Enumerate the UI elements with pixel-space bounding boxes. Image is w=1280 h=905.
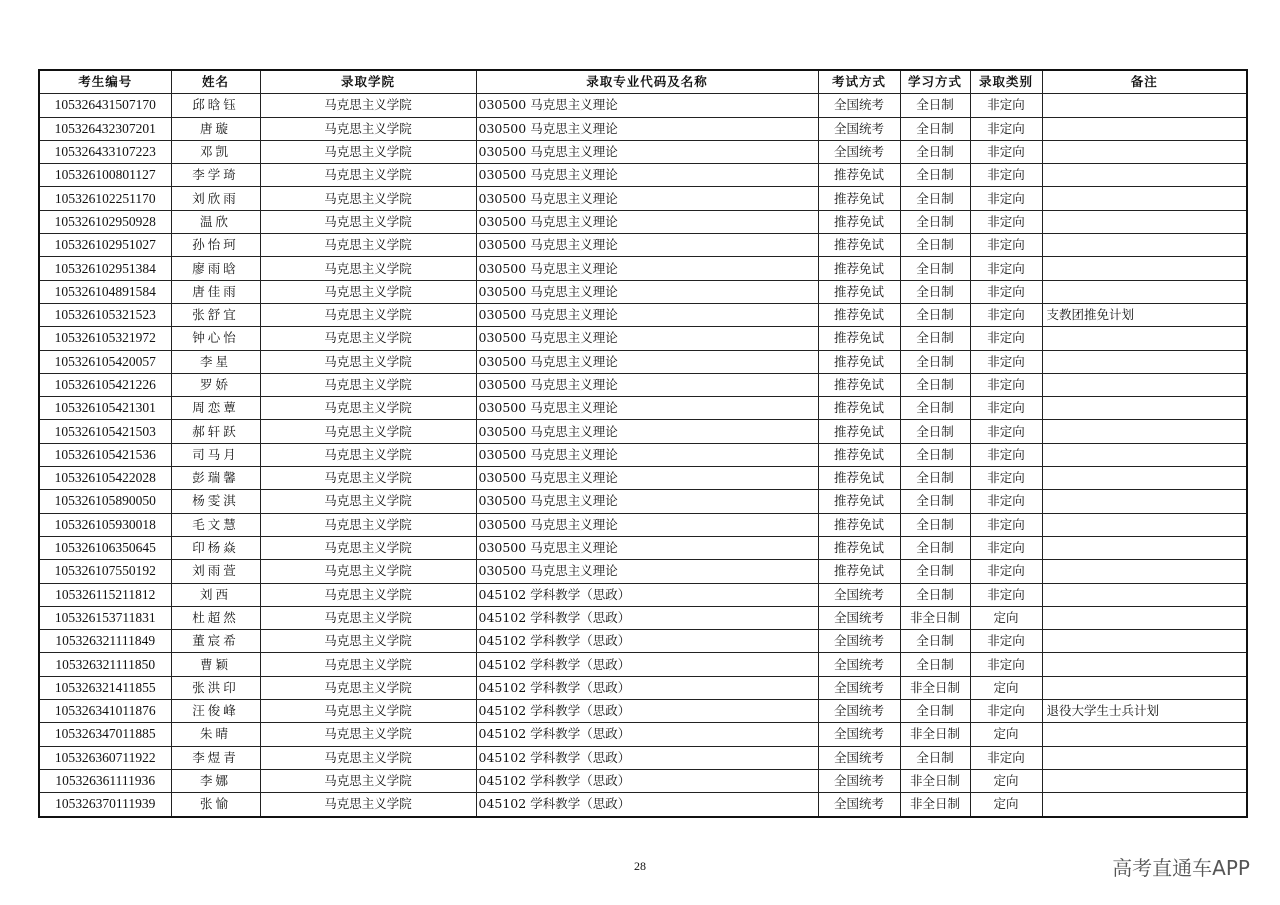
cell-major: 045102 学科教学（思政） [476,630,818,653]
cell-student-id: 105326105321972 [39,327,171,350]
cell-name: 刘雨萱 [171,560,260,583]
cell-student-id: 105326105421301 [39,397,171,420]
cell-college: 马克思主义学院 [260,560,476,583]
cell-exam-method: 全国统考 [818,117,900,140]
cell-name: 李学琦 [171,164,260,187]
cell-college: 马克思主义学院 [260,187,476,210]
cell-note [1042,583,1247,606]
cell-exam-method: 推荐免试 [818,350,900,373]
cell-exam-method: 推荐免试 [818,373,900,396]
cell-note [1042,513,1247,536]
table-row [39,467,1247,490]
cell-exam-method: 推荐免试 [818,280,900,303]
cell-student-id: 105326341011876 [39,700,171,723]
cell-study-mode: 全日制 [900,350,970,373]
cell-student-id: 105326432307201 [39,117,171,140]
cell-admission-type: 非定向 [970,187,1042,210]
cell-name: 李星 [171,350,260,373]
cell-admission-type: 非定向 [970,327,1042,350]
cell-note [1042,373,1247,396]
cell-study-mode: 全日制 [900,140,970,163]
cell-study-mode: 非全日制 [900,676,970,699]
cell-admission-type: 非定向 [970,746,1042,769]
cell-exam-method: 全国统考 [818,723,900,746]
cell-exam-method: 全国统考 [818,676,900,699]
cell-name: 张舒宜 [171,303,260,326]
table-row [39,746,1247,769]
cell-college: 马克思主义学院 [260,234,476,257]
cell-exam-method: 推荐免试 [818,187,900,210]
cell-note [1042,536,1247,559]
cell-study-mode: 非全日制 [900,793,970,817]
cell-name: 李煜青 [171,746,260,769]
cell-admission-type: 定向 [970,793,1042,817]
cell-admission-type: 非定向 [970,257,1042,280]
cell-name: 郝轩跃 [171,420,260,443]
cell-student-id: 105326431507170 [39,94,171,117]
cell-student-id: 105326102951027 [39,234,171,257]
cell-admission-type: 非定向 [970,117,1042,140]
cell-student-id: 105326104891584 [39,280,171,303]
table-row [39,793,1247,817]
cell-note: 退役大学生士兵计划 [1042,700,1247,723]
cell-study-mode: 全日制 [900,164,970,187]
header-study-mode: 学习方式 [900,70,970,94]
cell-major: 030500 马克思主义理论 [476,303,818,326]
cell-major: 030500 马克思主义理论 [476,140,818,163]
cell-study-mode: 全日制 [900,257,970,280]
cell-study-mode: 非全日制 [900,606,970,629]
cell-admission-type: 非定向 [970,653,1042,676]
cell-exam-method: 推荐免试 [818,210,900,233]
cell-student-id: 105326100801127 [39,164,171,187]
cell-study-mode: 全日制 [900,210,970,233]
cell-college: 马克思主义学院 [260,606,476,629]
cell-note [1042,234,1247,257]
cell-college: 马克思主义学院 [260,210,476,233]
cell-major: 030500 马克思主义理论 [476,94,818,117]
table-row [39,140,1247,163]
cell-name: 邓凯 [171,140,260,163]
cell-student-id: 105326105321523 [39,303,171,326]
cell-student-id: 105326102950928 [39,210,171,233]
cell-name: 张洪印 [171,676,260,699]
cell-name: 李娜 [171,769,260,792]
cell-exam-method: 全国统考 [818,793,900,817]
table-row [39,350,1247,373]
cell-exam-method: 推荐免试 [818,536,900,559]
cell-major: 045102 学科教学（思政） [476,606,818,629]
table-row [39,210,1247,233]
cell-note [1042,676,1247,699]
cell-exam-method: 推荐免试 [818,234,900,257]
cell-college: 马克思主义学院 [260,467,476,490]
cell-student-id: 105326105421226 [39,373,171,396]
cell-college: 马克思主义学院 [260,303,476,326]
cell-college: 马克思主义学院 [260,164,476,187]
cell-note [1042,280,1247,303]
cell-study-mode: 全日制 [900,653,970,676]
cell-name: 杨雯淇 [171,490,260,513]
cell-name: 杜超然 [171,606,260,629]
cell-study-mode: 全日制 [900,187,970,210]
table-row [39,187,1247,210]
cell-student-id: 105326105420057 [39,350,171,373]
cell-major: 045102 学科教学（思政） [476,583,818,606]
cell-note [1042,397,1247,420]
cell-major: 030500 马克思主义理论 [476,350,818,373]
cell-note [1042,257,1247,280]
page-number: 28 [634,859,646,873]
cell-student-id: 105326321411855 [39,676,171,699]
cell-note [1042,350,1247,373]
cell-note [1042,187,1247,210]
cell-student-id: 105326106350645 [39,536,171,559]
cell-note [1042,793,1247,817]
cell-major: 030500 马克思主义理论 [476,280,818,303]
cell-note [1042,490,1247,513]
cell-study-mode: 全日制 [900,94,970,117]
cell-major: 030500 马克思主义理论 [476,467,818,490]
table-row [39,303,1247,326]
watermark-text: 高考直通车APP [1112,856,1250,880]
cell-admission-type: 非定向 [970,583,1042,606]
cell-name: 彭瑞馨 [171,467,260,490]
table-row [39,94,1247,117]
cell-admission-type: 非定向 [970,443,1042,466]
cell-admission-type: 非定向 [970,373,1042,396]
cell-student-id: 105326105421503 [39,420,171,443]
cell-study-mode: 全日制 [900,397,970,420]
cell-name: 唐佳雨 [171,280,260,303]
cell-student-id: 105326347011885 [39,723,171,746]
cell-exam-method: 推荐免试 [818,490,900,513]
cell-exam-method: 全国统考 [818,94,900,117]
table-row [39,443,1247,466]
cell-note [1042,746,1247,769]
cell-major: 030500 马克思主义理论 [476,373,818,396]
cell-college: 马克思主义学院 [260,280,476,303]
cell-admission-type: 非定向 [970,467,1042,490]
cell-college: 马克思主义学院 [260,536,476,559]
cell-exam-method: 推荐免试 [818,303,900,326]
cell-note [1042,769,1247,792]
cell-admission-type: 非定向 [970,420,1042,443]
table-body [39,94,1247,817]
cell-college: 马克思主义学院 [260,653,476,676]
cell-note [1042,420,1247,443]
cell-name: 毛文慧 [171,513,260,536]
cell-college: 马克思主义学院 [260,793,476,817]
cell-exam-method: 推荐免试 [818,164,900,187]
cell-major: 045102 学科教学（思政） [476,676,818,699]
cell-name: 唐璇 [171,117,260,140]
cell-exam-method: 推荐免试 [818,443,900,466]
cell-exam-method: 推荐免试 [818,397,900,420]
cell-admission-type: 非定向 [970,630,1042,653]
cell-admission-type: 非定向 [970,280,1042,303]
cell-name: 周恋蕈 [171,397,260,420]
table-row [39,769,1247,792]
cell-college: 马克思主义学院 [260,257,476,280]
table-row [39,630,1247,653]
cell-college: 马克思主义学院 [260,723,476,746]
cell-college: 马克思主义学院 [260,630,476,653]
cell-major: 030500 马克思主义理论 [476,560,818,583]
table-row [39,397,1247,420]
table-row [39,164,1247,187]
cell-note: 支教团推免计划 [1042,303,1247,326]
cell-study-mode: 全日制 [900,583,970,606]
table-row [39,560,1247,583]
cell-admission-type: 非定向 [970,303,1042,326]
cell-admission-type: 非定向 [970,560,1042,583]
cell-study-mode: 全日制 [900,467,970,490]
table-row [39,676,1247,699]
cell-student-id: 105326153711831 [39,606,171,629]
cell-college: 马克思主义学院 [260,700,476,723]
cell-college: 马克思主义学院 [260,327,476,350]
cell-college: 马克思主义学院 [260,420,476,443]
cell-note [1042,140,1247,163]
cell-admission-type: 非定向 [970,700,1042,723]
cell-student-id: 105326370111939 [39,793,171,817]
cell-student-id: 105326105421536 [39,443,171,466]
cell-study-mode: 全日制 [900,420,970,443]
cell-college: 马克思主义学院 [260,373,476,396]
cell-exam-method: 推荐免试 [818,467,900,490]
cell-admission-type: 非定向 [970,164,1042,187]
cell-name: 曹颖 [171,653,260,676]
table-row [39,513,1247,536]
cell-note [1042,327,1247,350]
cell-study-mode: 全日制 [900,700,970,723]
cell-major: 030500 马克思主义理论 [476,257,818,280]
cell-major: 030500 马克思主义理论 [476,513,818,536]
cell-admission-type: 非定向 [970,140,1042,163]
cell-study-mode: 全日制 [900,746,970,769]
cell-student-id: 105326321111849 [39,630,171,653]
cell-name: 邱晗钰 [171,94,260,117]
cell-study-mode: 全日制 [900,536,970,559]
cell-study-mode: 全日制 [900,490,970,513]
cell-college: 马克思主义学院 [260,117,476,140]
cell-college: 马克思主义学院 [260,513,476,536]
cell-exam-method: 推荐免试 [818,257,900,280]
cell-college: 马克思主义学院 [260,94,476,117]
table-row [39,700,1247,723]
cell-major: 030500 马克思主义理论 [476,397,818,420]
cell-major: 045102 学科教学（思政） [476,653,818,676]
cell-exam-method: 全国统考 [818,606,900,629]
cell-exam-method: 推荐免试 [818,420,900,443]
cell-exam-method: 全国统考 [818,653,900,676]
cell-college: 马克思主义学院 [260,140,476,163]
table-row [39,653,1247,676]
cell-admission-type: 定向 [970,769,1042,792]
cell-study-mode: 全日制 [900,513,970,536]
cell-major: 030500 马克思主义理论 [476,210,818,233]
cell-exam-method: 推荐免试 [818,327,900,350]
cell-student-id: 105326105890050 [39,490,171,513]
table-row [39,723,1247,746]
table-row [39,117,1247,140]
cell-study-mode: 全日制 [900,117,970,140]
cell-exam-method: 全国统考 [818,769,900,792]
cell-study-mode: 全日制 [900,630,970,653]
cell-college: 马克思主义学院 [260,583,476,606]
cell-student-id: 105326107550192 [39,560,171,583]
cell-note [1042,653,1247,676]
cell-study-mode: 全日制 [900,234,970,257]
cell-name: 罗娇 [171,373,260,396]
cell-student-id: 105326433107223 [39,140,171,163]
cell-exam-method: 全国统考 [818,630,900,653]
cell-major: 030500 马克思主义理论 [476,117,818,140]
cell-exam-method: 全国统考 [818,140,900,163]
cell-note [1042,723,1247,746]
cell-student-id: 105326102251170 [39,187,171,210]
cell-name: 孙怡珂 [171,234,260,257]
cell-study-mode: 全日制 [900,443,970,466]
cell-name: 朱晴 [171,723,260,746]
header-exam-method: 考试方式 [818,70,900,94]
cell-major: 030500 马克思主义理论 [476,187,818,210]
cell-name: 印杨焱 [171,536,260,559]
cell-major: 030500 马克思主义理论 [476,443,818,466]
cell-study-mode: 全日制 [900,560,970,583]
table-row [39,490,1247,513]
header-admission-type: 录取类别 [970,70,1042,94]
cell-college: 马克思主义学院 [260,676,476,699]
cell-major: 030500 马克思主义理论 [476,234,818,257]
header-college: 录取学院 [260,70,476,94]
table-row [39,280,1247,303]
cell-admission-type: 非定向 [970,94,1042,117]
cell-exam-method: 全国统考 [818,700,900,723]
cell-college: 马克思主义学院 [260,397,476,420]
cell-college: 马克思主义学院 [260,490,476,513]
cell-study-mode: 全日制 [900,280,970,303]
cell-note [1042,630,1247,653]
cell-study-mode: 非全日制 [900,723,970,746]
cell-major: 030500 马克思主义理论 [476,164,818,187]
cell-major: 045102 学科教学（思政） [476,746,818,769]
cell-major: 030500 马克思主义理论 [476,327,818,350]
cell-major: 030500 马克思主义理论 [476,420,818,443]
cell-name: 刘欣雨 [171,187,260,210]
cell-note [1042,164,1247,187]
cell-note [1042,210,1247,233]
cell-note [1042,94,1247,117]
cell-major: 045102 学科教学（思政） [476,723,818,746]
header-major: 录取专业代码及名称 [476,70,818,94]
cell-admission-type: 非定向 [970,234,1042,257]
table-row [39,327,1247,350]
cell-admission-type: 非定向 [970,490,1042,513]
cell-student-id: 105326105422028 [39,467,171,490]
cell-name: 温欣 [171,210,260,233]
cell-student-id: 105326102951384 [39,257,171,280]
cell-student-id: 105326361111936 [39,769,171,792]
header-note: 备注 [1042,70,1247,94]
cell-note [1042,467,1247,490]
cell-major: 045102 学科教学（思政） [476,769,818,792]
cell-name: 董宸希 [171,630,260,653]
header-name: 姓名 [171,70,260,94]
cell-note [1042,443,1247,466]
cell-study-mode: 非全日制 [900,769,970,792]
cell-student-id: 105326321111850 [39,653,171,676]
cell-exam-method: 推荐免试 [818,560,900,583]
cell-student-id: 105326360711922 [39,746,171,769]
table-row [39,583,1247,606]
cell-student-id: 105326105930018 [39,513,171,536]
cell-admission-type: 非定向 [970,513,1042,536]
cell-major: 030500 马克思主义理论 [476,536,818,559]
table-header-row [39,70,1247,94]
cell-college: 马克思主义学院 [260,769,476,792]
cell-admission-type: 非定向 [970,397,1042,420]
cell-major: 045102 学科教学（思政） [476,700,818,723]
cell-admission-type: 非定向 [970,536,1042,559]
cell-student-id: 105326115211812 [39,583,171,606]
admission-table [38,69,1248,818]
cell-name: 廖雨晗 [171,257,260,280]
table-row [39,373,1247,396]
cell-major: 045102 学科教学（思政） [476,793,818,817]
table-row [39,257,1247,280]
cell-admission-type: 非定向 [970,350,1042,373]
cell-note [1042,560,1247,583]
cell-exam-method: 全国统考 [818,583,900,606]
cell-exam-method: 推荐免试 [818,513,900,536]
cell-name: 司马月 [171,443,260,466]
table-row [39,606,1247,629]
cell-admission-type: 定向 [970,723,1042,746]
cell-name: 刘西 [171,583,260,606]
table-row [39,420,1247,443]
cell-college: 马克思主义学院 [260,746,476,769]
table-row [39,234,1247,257]
cell-admission-type: 非定向 [970,210,1042,233]
cell-study-mode: 全日制 [900,303,970,326]
cell-note [1042,606,1247,629]
cell-name: 张愉 [171,793,260,817]
cell-name: 汪俊峰 [171,700,260,723]
table-row [39,536,1247,559]
cell-exam-method: 全国统考 [818,746,900,769]
cell-admission-type: 定向 [970,606,1042,629]
cell-major: 030500 马克思主义理论 [476,490,818,513]
cell-study-mode: 全日制 [900,373,970,396]
header-student-id: 考生编号 [39,70,171,94]
cell-college: 马克思主义学院 [260,443,476,466]
cell-admission-type: 定向 [970,676,1042,699]
cell-name: 钟心怡 [171,327,260,350]
cell-study-mode: 全日制 [900,327,970,350]
cell-college: 马克思主义学院 [260,350,476,373]
cell-note [1042,117,1247,140]
